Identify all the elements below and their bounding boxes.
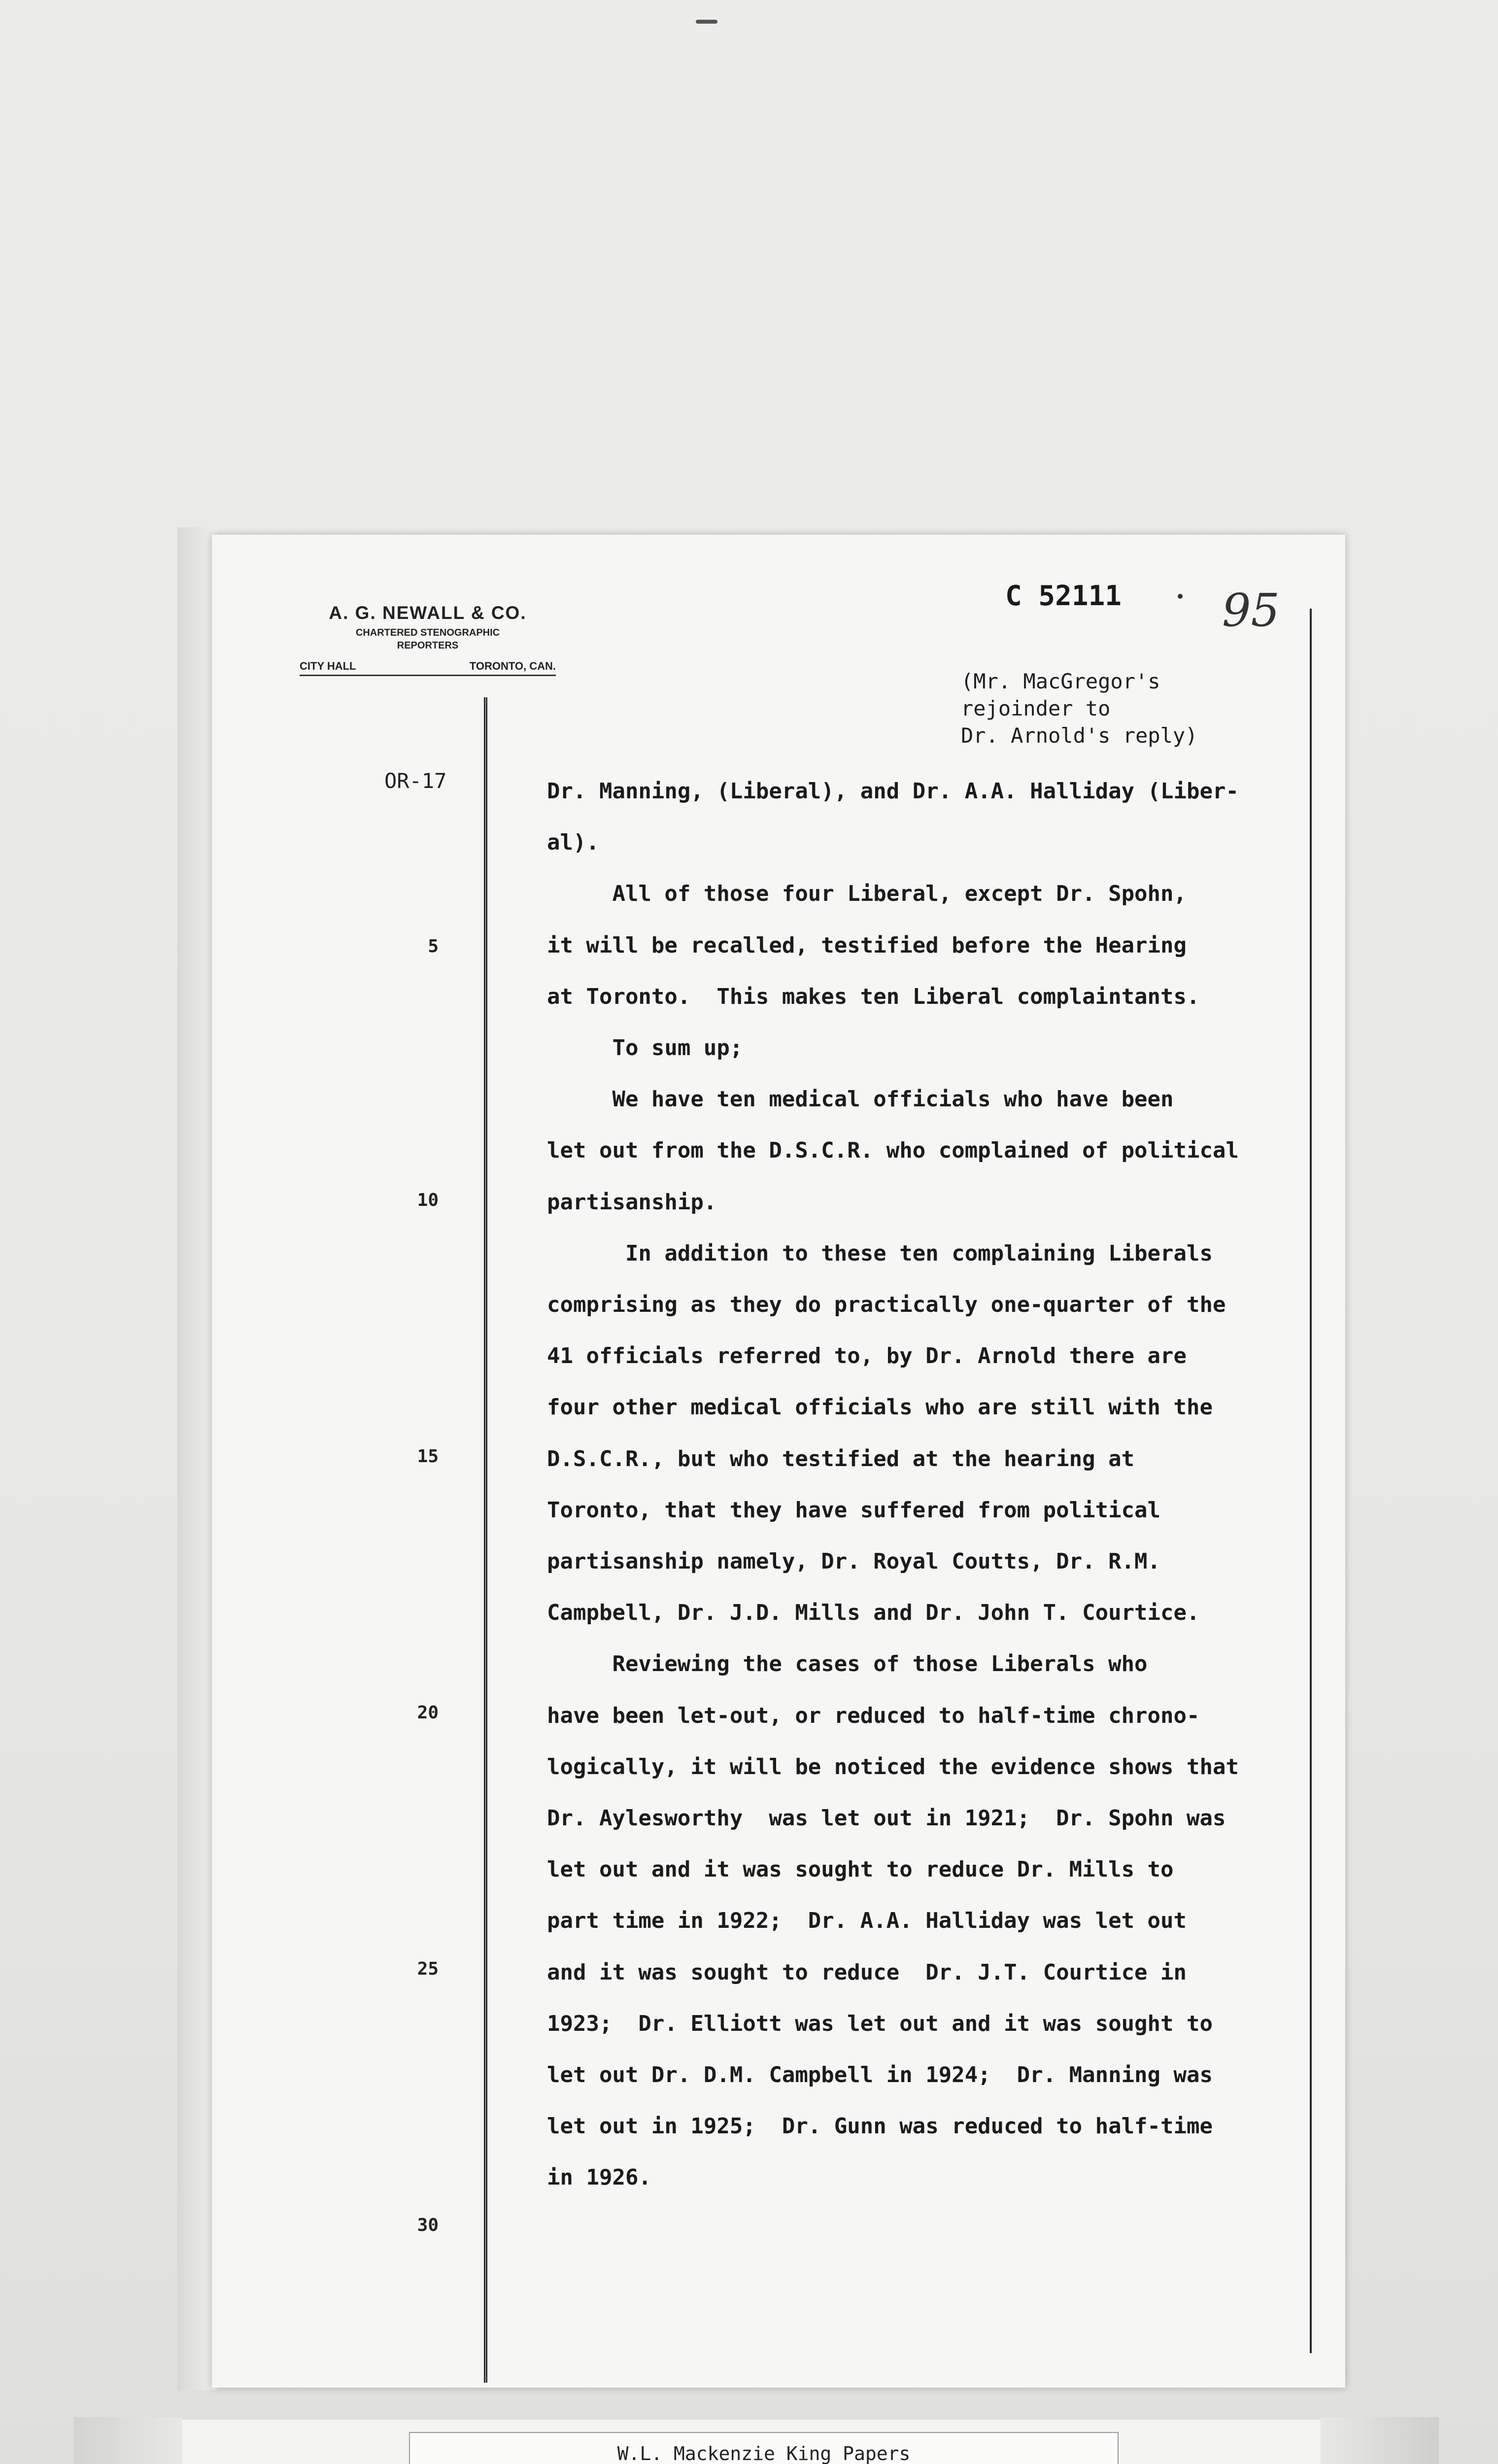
letterhead-line1: CHARTERED STENOGRAPHIC: [355, 627, 500, 638]
address-left: CITY HALL: [300, 660, 356, 672]
caption: [961, 668, 1197, 749]
tape-right: [1321, 2417, 1439, 2464]
tape-left: [74, 2417, 182, 2464]
body-line: let out and it was sought to reduce Dr. Mills to: [547, 1857, 1174, 1882]
line-number: 5: [428, 936, 439, 957]
body-line: Dr. Manning, (Liberal), and Dr. A.A. Halliday (Liber-: [547, 779, 1239, 804]
line-number: 10: [417, 1190, 439, 1210]
letterhead-line2: REPORTERS: [397, 640, 459, 651]
body-line: Dr. Aylesworthy was let out in 1921; Dr. Spohn was: [547, 1806, 1226, 1831]
margin-rule: [484, 697, 487, 2383]
body-line: D.S.C.R., but who testified at the hearing at: [547, 1446, 1135, 1472]
body-line: Campbell, Dr. J.D. Mills and Dr. John T. Courtice.: [547, 1600, 1200, 1626]
body-line: 1923; Dr. Elliott was let out and it was sought to: [547, 2011, 1213, 2036]
body-line: four other medical officials who are still with the: [547, 1395, 1213, 1420]
line-number: 15: [417, 1446, 439, 1467]
letterhead-address: [300, 660, 556, 676]
body-line: We have ten medical officials who have been: [547, 1087, 1174, 1112]
document-page: [212, 535, 1345, 2388]
line-number: 25: [417, 1959, 439, 1979]
pencil-page-number: 95: [1222, 584, 1280, 637]
archive-tag-line1: W.L. Mackenzie King Papers: [617, 2443, 911, 2464]
caption-line3: Dr. Arnold's reply): [961, 723, 1198, 748]
body-line: al).: [547, 830, 599, 856]
body-line: comprising as they do practically one-quarter of the: [547, 1292, 1226, 1317]
body-line: partisanship namely, Dr. Royal Coutts, Dr. R.M.: [547, 1549, 1161, 1574]
body-line: at Toronto. This makes ten Liberal complaintants.: [547, 984, 1200, 1009]
right-rule: [1310, 609, 1312, 2353]
body-line: logically, it will be noticed the evidence shows that: [547, 1754, 1239, 1780]
film-mark: [696, 20, 717, 24]
body-line: let out from the D.S.C.R. who complained of political: [547, 1138, 1239, 1164]
body-line: Toronto, that they have suffered from political: [547, 1497, 1161, 1523]
letterhead: [300, 603, 556, 676]
letterhead-firm: A. G. NEWALL & CO.: [329, 603, 527, 623]
body-line: and it was sought to reduce Dr. J.T. Courtice in: [547, 1959, 1187, 1985]
line-number: 30: [417, 2215, 439, 2235]
caption-line2: rejoinder to: [961, 696, 1111, 720]
body-line: partisanship.: [547, 1189, 717, 1215]
body-line: All of those four Liberal, except Dr. Spohn,: [547, 881, 1187, 907]
body-line: part time in 1922; Dr. A.A. Halliday was let out: [547, 1908, 1187, 1934]
body-line: have been let-out, or reduced to half-time chrono-: [547, 1703, 1200, 1728]
page-curl: [177, 527, 217, 2390]
caption-line1: (Mr. MacGregor's: [961, 669, 1160, 693]
body-line: In addition to these ten complaining Liberals: [547, 1240, 1213, 1266]
body-line: Reviewing the cases of those Liberals who: [547, 1651, 1148, 1677]
body-line: let out in 1925; Dr. Gunn was reduced to half-time: [547, 2114, 1213, 2139]
body-line: in 1926.: [547, 2165, 651, 2190]
body-line: it will be recalled, testified before the Hearing: [547, 932, 1187, 958]
archive-tag: [409, 2432, 1119, 2464]
body-line: To sum up;: [547, 1035, 743, 1061]
body-line: let out Dr. D.M. Campbell in 1924; Dr. Manning was: [547, 2062, 1213, 2088]
dot-mark: [1178, 594, 1183, 599]
body-line: 41 officials referred to, by Dr. Arnold there are: [547, 1343, 1187, 1369]
document-number: C 52111: [1005, 580, 1122, 612]
reference-code: OR-17: [384, 769, 447, 793]
line-number: 20: [417, 1703, 439, 1723]
address-right: TORONTO, CAN.: [469, 660, 556, 672]
